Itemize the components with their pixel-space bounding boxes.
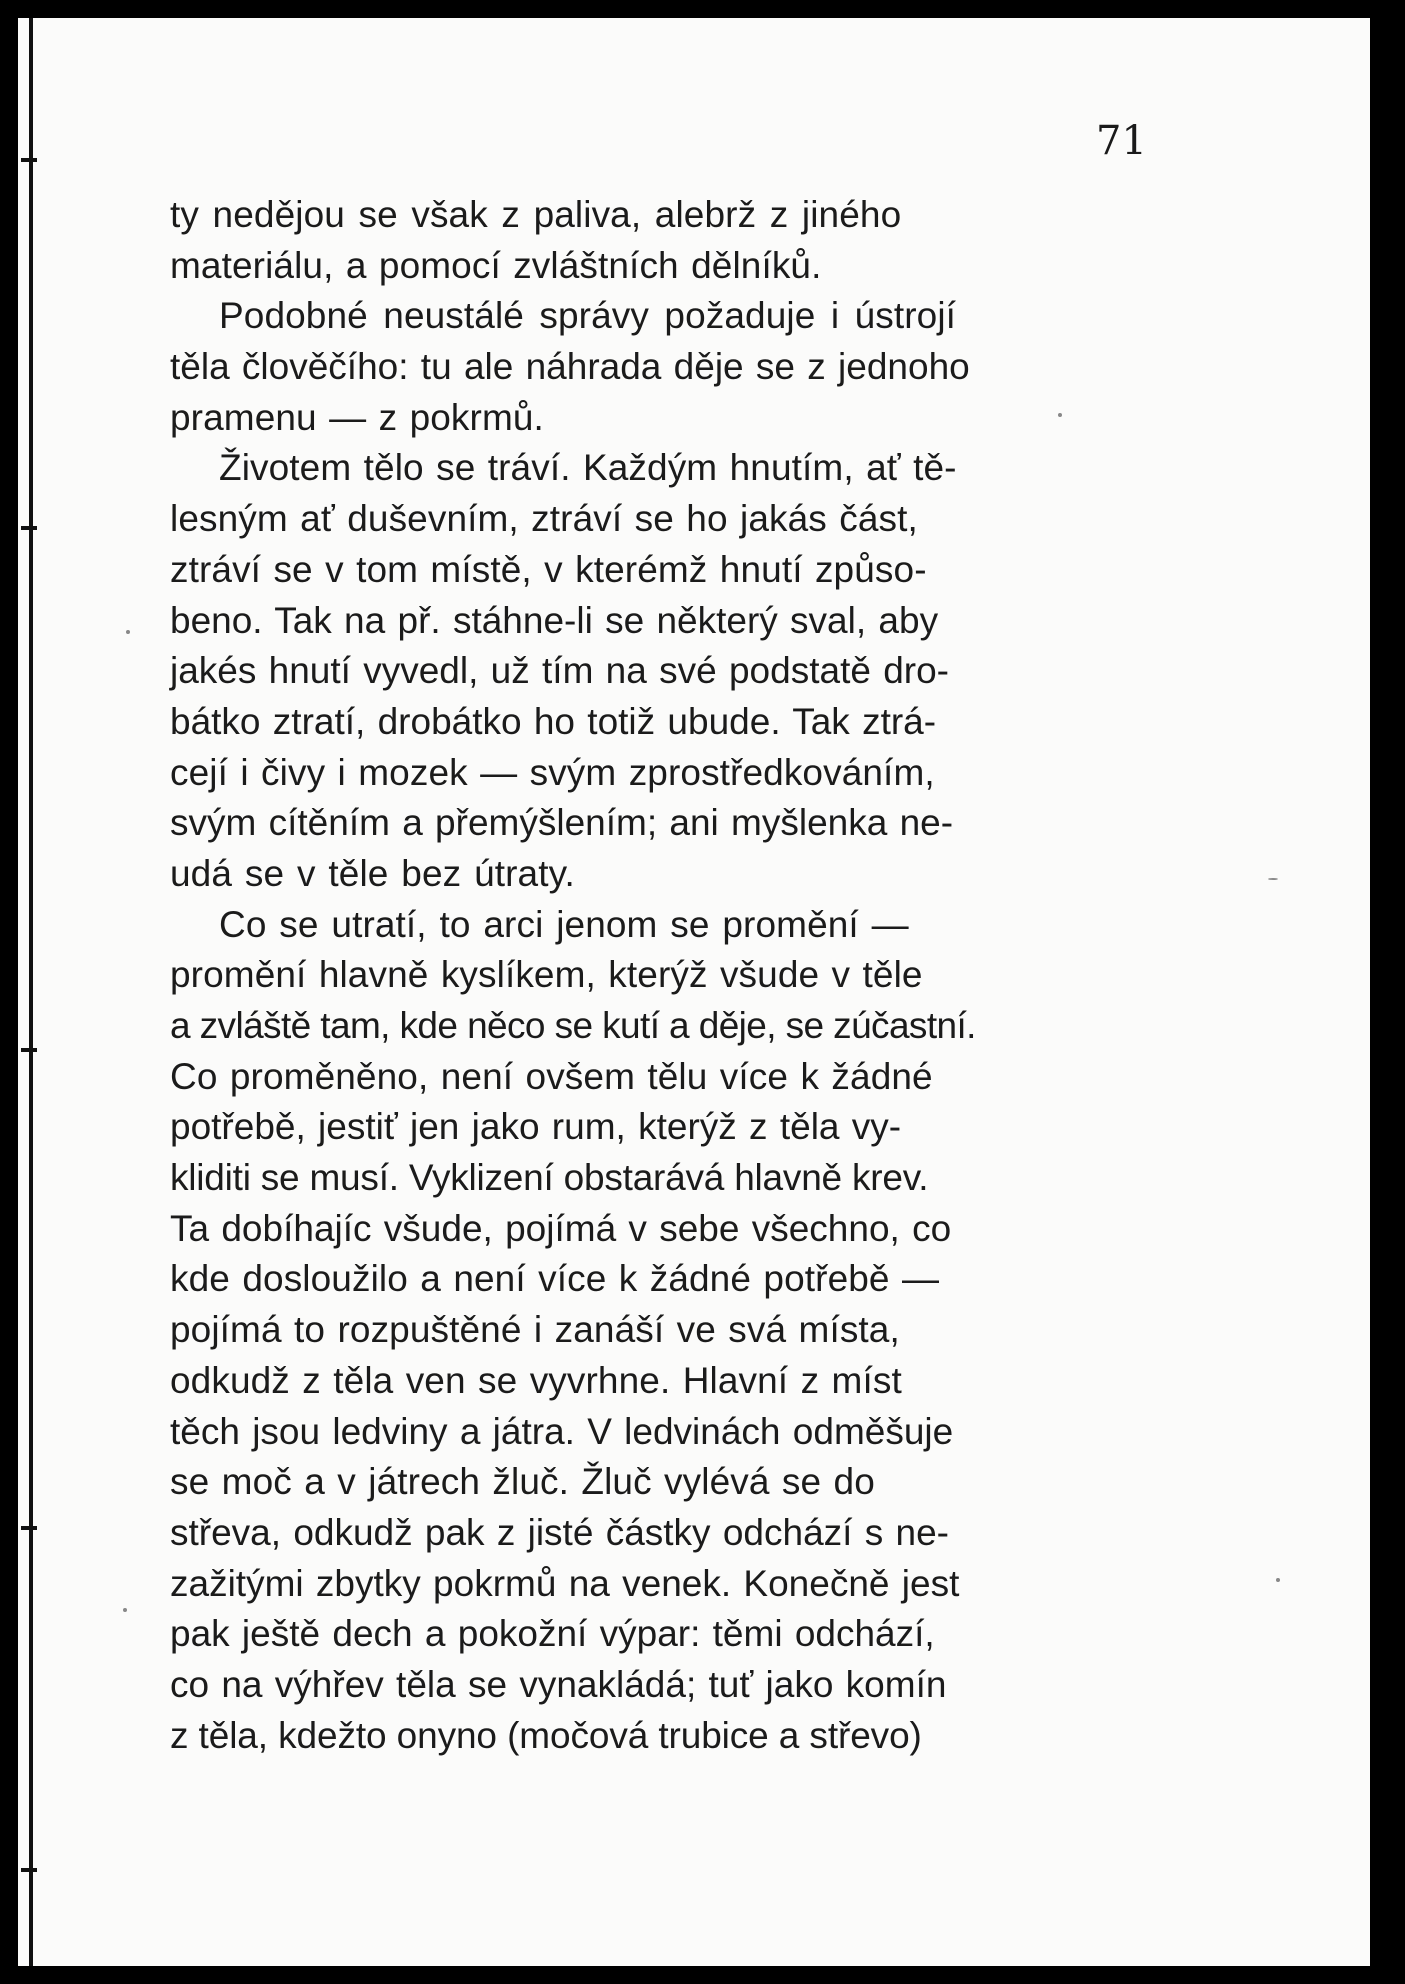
text-line: kliditi se musí. Vyklizení obstarává hlavně krev.: [170, 1157, 929, 1199]
body-text: [170, 190, 1160, 1761]
text-line: svým cítěním a přemýšlením; ani myšlenka ne-: [170, 802, 954, 844]
text-line: střeva, odkudž pak z jisté částky odchází s ne-: [170, 1511, 949, 1553]
text-line: Podobné neustálé správy požaduje i ústrojí: [219, 295, 957, 337]
page-number: 71: [1096, 118, 1147, 164]
text-line: zažitými zbytky pokrmů na venek. Konečně jest: [170, 1562, 960, 1604]
paper-speck: [123, 1608, 127, 1612]
text-line: promění hlavně kyslíkem, kterýž všude v těle: [170, 954, 923, 996]
text-line: pak ještě dech a pokožní výpar: těmi odchází,: [170, 1613, 935, 1655]
binding-mark: [21, 1868, 37, 1872]
text-line: těla člověčího: tu ale náhrada děje se z jednoho: [170, 346, 970, 388]
text-line: kde dosloužilo a není více k žádné potřebě —: [170, 1258, 940, 1300]
text-line: beno. Tak na př. stáhne-li se některý sval, aby: [170, 599, 939, 641]
text-line: co na výhřev těla se vynakládá; tuť jako komín: [170, 1663, 947, 1705]
text-line: jakés hnutí vyvedl, už tím na své podstatě dro-: [170, 650, 949, 692]
binding-mark: [21, 158, 37, 162]
text-line: materiálu, a pomocí zvláštních dělníků.: [170, 244, 822, 286]
binding-mark: [21, 1048, 37, 1052]
paper-speck: [1276, 1578, 1280, 1582]
text-line: potřebě, jestiť jen jako rum, kterýž z těla vy-: [170, 1106, 902, 1148]
paper-speck: [1268, 878, 1278, 880]
text-line: Ta dobíhajíc všude, pojímá v sebe všechno, co: [170, 1207, 952, 1249]
text-line: lesným ať duševním, ztráví se ho jakás část,: [170, 498, 918, 540]
paper-speck: [126, 630, 130, 634]
text-line: pojímá to rozpuštěné i zanáší ve svá místa,: [170, 1309, 900, 1351]
text-line: z těla, kdežto onyno (močová trubice a střevo): [170, 1714, 922, 1756]
text-line: odkudž z těla ven se vyvrhne. Hlavní z míst: [170, 1359, 902, 1401]
book-page: [18, 18, 1370, 1966]
text-line: Co proměněno, není ovšem tělu více k žádné: [170, 1055, 933, 1097]
text-line: ztráví se v tom místě, v kterémž hnutí způso-: [170, 548, 927, 590]
binding-mark: [21, 526, 37, 530]
text-line: cejí i čivy i mozek — svým zprostředkováním,: [170, 751, 935, 793]
binding-mark: [21, 1526, 37, 1530]
text-line: a zvláště tam, kde něco se kutí a děje, se zúčastní.: [170, 1005, 976, 1046]
text-line: udá se v těle bez útraty.: [170, 852, 575, 894]
text-line: Životem tělo se tráví. Každým hnutím, ať tě-: [219, 447, 957, 489]
text-line: Co se utratí, to arci jenom se promění —: [219, 903, 909, 945]
text-line: se moč a v játrech žluč. Žluč vylévá se do: [170, 1461, 875, 1503]
text-line: ty nedějou se však z paliva, alebrž z jiného: [170, 194, 902, 235]
text-line: těch jsou ledviny a játra. V ledvinách odměšuje: [170, 1410, 954, 1452]
text-line: bátko ztratí, drobátko ho totiž ubude. Tak ztrá-: [170, 700, 937, 742]
binding-edge: [29, 18, 33, 1966]
text-line: pramenu — z pokrmů.: [170, 396, 544, 438]
